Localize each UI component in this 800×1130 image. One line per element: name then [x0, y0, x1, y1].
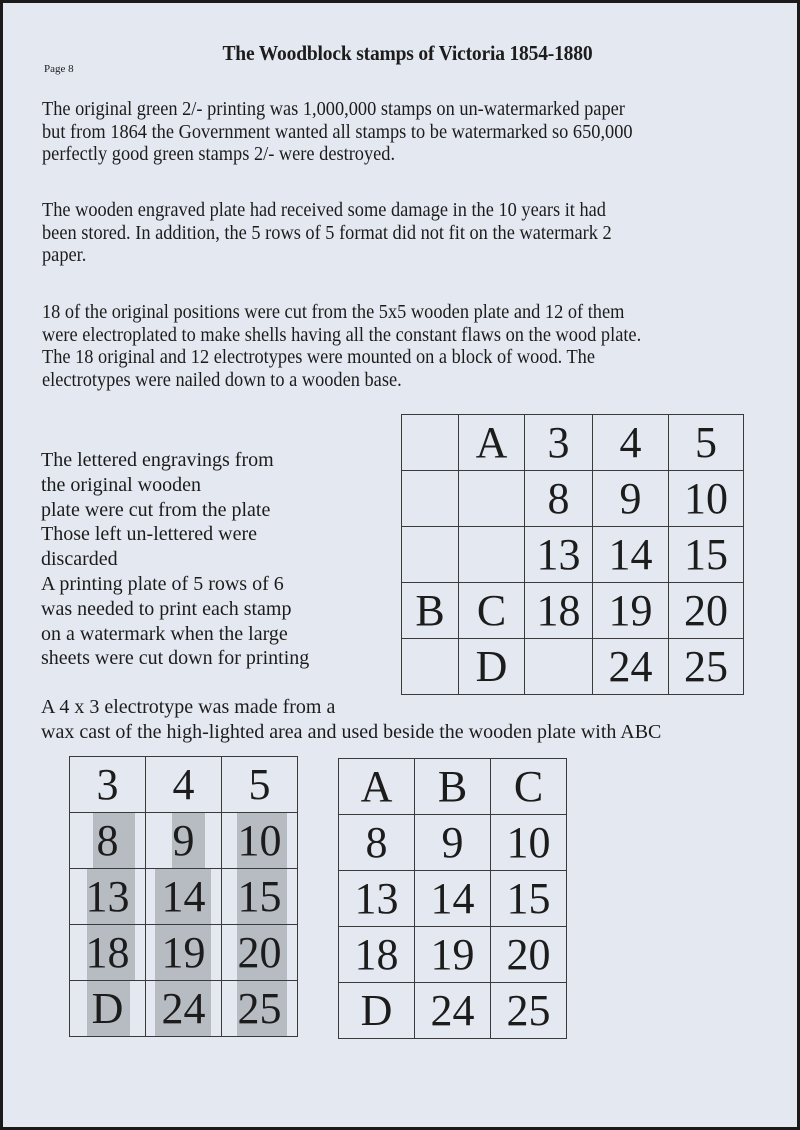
table-row: [339, 927, 567, 983]
table-row: [70, 925, 298, 981]
cell-text: 8: [547, 473, 570, 523]
table-cell: [593, 583, 669, 639]
cell-text: 10: [237, 815, 282, 865]
cell-text: 18: [85, 927, 130, 977]
table-cell: [669, 527, 744, 583]
cell-text: 14: [161, 871, 206, 921]
table-cell: [402, 639, 459, 695]
cell-text: 13: [354, 873, 399, 923]
side-description: [41, 448, 309, 671]
table-cell: [70, 757, 146, 813]
cell-text: 5: [248, 759, 271, 809]
table-cell: [222, 757, 298, 813]
cell-text: 9: [619, 473, 642, 523]
table-cell: [491, 815, 567, 871]
table-row: [339, 983, 567, 1039]
table-cell: [415, 927, 491, 983]
paragraph-line: perfectly good green stamps 2/- were destroyed.: [42, 143, 396, 165]
cell-text: 13: [85, 871, 130, 921]
cell-text: 3: [547, 417, 570, 467]
cell-text: D: [360, 985, 393, 1035]
side-line: the original wooden: [41, 473, 201, 496]
table-cell: [222, 869, 298, 925]
table-cell: [669, 471, 744, 527]
table-cell: [415, 871, 491, 927]
side-line: A printing plate of 5 rows of 6: [41, 572, 284, 595]
table-row: [70, 869, 298, 925]
table-cell: [491, 871, 567, 927]
side-line: Those left un-lettered were: [41, 523, 258, 546]
abc-plate-table: [338, 758, 567, 1039]
cell-text: 10: [684, 473, 728, 523]
table-cell: [70, 813, 146, 869]
cell-text: 24: [608, 641, 653, 691]
table-cell: [146, 981, 222, 1037]
table-row: [402, 471, 744, 527]
table-cell: [146, 813, 222, 869]
table-row: [402, 583, 744, 639]
table-cell: [459, 527, 525, 583]
cell-text: 8: [365, 817, 388, 867]
table-cell: [402, 527, 459, 583]
table-cell: [593, 415, 669, 471]
cell-text: 4: [619, 417, 642, 467]
cell-text: 24: [161, 983, 206, 1033]
cell-text: A: [360, 761, 393, 811]
cell-text: 18: [536, 585, 581, 635]
table-row: [339, 871, 567, 927]
table-row: [402, 639, 744, 695]
cell-text: 19: [608, 585, 653, 635]
table-cell: [525, 583, 593, 639]
table-cell: [146, 925, 222, 981]
cell-text: A: [475, 417, 508, 467]
cell-text: B: [437, 761, 468, 811]
table-cell: [669, 583, 744, 639]
side-line: on a watermark when the large: [41, 622, 288, 645]
table-cell: [402, 415, 459, 471]
table-cell: [459, 639, 525, 695]
table-row: [339, 815, 567, 871]
page-title: [31, 41, 769, 66]
page-title-text: The Woodblock stamps of Victoria 1854-1880: [222, 41, 593, 65]
cell-text: 10: [506, 817, 551, 867]
cell-text: 25: [237, 983, 282, 1033]
table-cell: [222, 925, 298, 981]
table-cell: [669, 415, 744, 471]
cell-text: 5: [695, 417, 717, 467]
paragraph-line: The original green 2/- printing was 1,000,000 stamps on un-watermarked paper: [42, 98, 625, 120]
cell-text: 25: [684, 641, 728, 691]
table-cell: [459, 583, 525, 639]
paragraph-line: The wooden engraved plate had received some damage in the 10 years it had: [42, 199, 606, 221]
table-cell: [146, 869, 222, 925]
cell-text: D: [475, 641, 508, 691]
table-cell: [459, 415, 525, 471]
electrotype-caption: [41, 695, 661, 745]
cell-text: B: [415, 585, 445, 635]
side-line: plate were cut from the plate: [41, 498, 271, 521]
cell-text: 19: [161, 927, 206, 977]
table-cell: [525, 527, 593, 583]
cell-text: 3: [96, 759, 119, 809]
cell-text: 24: [430, 985, 475, 1035]
caption-line: wax cast of the high-lighted area and used beside the wooden plate with ABC: [41, 721, 662, 743]
table-cell: [525, 415, 593, 471]
paragraph-line: but from 1864 the Government wanted all stamps to be watermarked so 650,000: [42, 120, 633, 143]
paragraph-2: [42, 199, 612, 267]
table-cell: [669, 639, 744, 695]
table-cell: [402, 583, 459, 639]
table-cell: [339, 815, 415, 871]
table-cell: [593, 639, 669, 695]
table-cell: [593, 471, 669, 527]
table-cell: [402, 471, 459, 527]
table-cell: [222, 981, 298, 1037]
paragraph-line: paper.: [42, 244, 87, 266]
wooden-plate-table: [401, 414, 744, 695]
table-cell: [415, 815, 491, 871]
table-cell: [70, 925, 146, 981]
cell-text: 15: [237, 871, 282, 921]
cell-text: 20: [506, 929, 551, 979]
cell-text: 8: [96, 815, 119, 865]
table-cell: [339, 871, 415, 927]
table-cell: [339, 759, 415, 815]
cell-text: 13: [536, 529, 581, 579]
cell-text: 14: [608, 529, 653, 579]
table-cell: [525, 471, 593, 527]
cell-text: 9: [441, 817, 464, 867]
table-row: [70, 757, 298, 813]
paragraph-1: [42, 98, 633, 166]
table-row: [402, 415, 744, 471]
table-cell: [146, 757, 222, 813]
table-cell: [222, 813, 298, 869]
table-cell: [491, 983, 567, 1039]
side-line: discarded: [41, 548, 118, 571]
paragraph-line: electrotypes were nailed down to a wooden base.: [42, 368, 402, 391]
table-cell: [525, 639, 593, 695]
caption-line: A 4 x 3 electrotype was made from a: [41, 696, 336, 718]
table-row: [402, 527, 744, 583]
table-row: [70, 813, 298, 869]
cell-text: 15: [684, 529, 728, 579]
paragraph-3: [42, 301, 641, 391]
page-number: Page 8: [44, 63, 74, 75]
table-cell: [70, 981, 146, 1037]
cell-text: 4: [172, 759, 195, 809]
cell-text: D: [91, 983, 124, 1033]
paragraph-line: were electroplated to make shells having all the constant flaws on the wood plate.: [42, 323, 642, 346]
table-row: [70, 981, 298, 1037]
cell-text: 9: [172, 815, 195, 865]
cell-text: 25: [506, 985, 551, 1035]
cell-text: 20: [237, 927, 282, 977]
paragraph-line: 18 of the original positions were cut from the 5x5 wooden plate and 12 of them: [42, 301, 625, 323]
cell-text: 20: [684, 585, 728, 635]
table-row: [339, 759, 567, 815]
paragraph-line: The 18 original and 12 electrotypes were mounted on a block of wood. The: [42, 346, 595, 368]
cell-text: C: [513, 761, 544, 811]
cell-text: 14: [430, 873, 475, 923]
side-line: The lettered engravings from: [41, 449, 274, 471]
cell-text: C: [476, 585, 507, 635]
side-line: sheets were cut down for printing: [41, 647, 310, 670]
table-cell: [339, 927, 415, 983]
table-cell: [415, 983, 491, 1039]
table-cell: [70, 869, 146, 925]
document-page: [3, 3, 797, 1127]
table-cell: [593, 527, 669, 583]
table-cell: [415, 759, 491, 815]
cell-text: 18: [354, 929, 399, 979]
paragraph-line: been stored. In addition, the 5 rows of 5 format did not fit on the watermark 2: [42, 221, 612, 244]
cell-text: 15: [506, 873, 551, 923]
table-cell: [491, 927, 567, 983]
table-cell: [339, 983, 415, 1039]
electrotype-table: [69, 756, 298, 1037]
side-line: was needed to print each stamp: [41, 597, 292, 620]
cell-text: 19: [430, 929, 475, 979]
table-cell: [491, 759, 567, 815]
table-cell: [459, 471, 525, 527]
